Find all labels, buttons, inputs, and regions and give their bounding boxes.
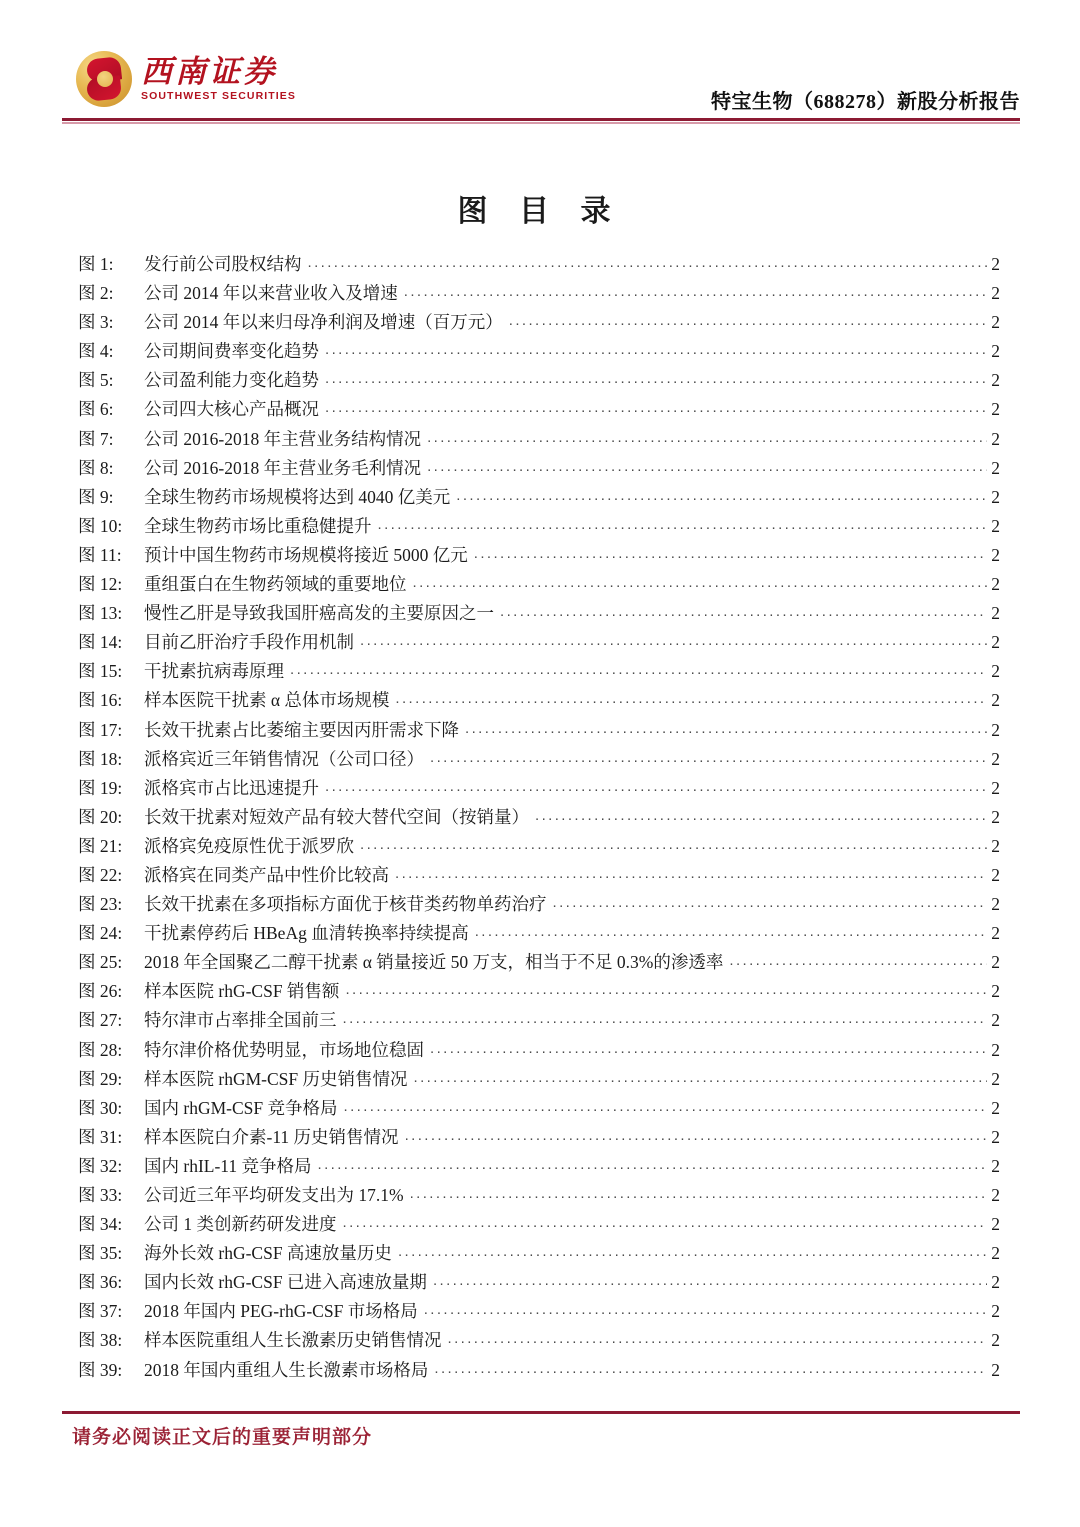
toc-leader-dots bbox=[424, 1295, 987, 1324]
toc-entry[interactable] bbox=[78, 1006, 1000, 1035]
toc-entry-number: 图 37: bbox=[78, 1301, 123, 1322]
toc-entry-number: 图 31: bbox=[78, 1126, 123, 1147]
footer-disclaimer: 请务必阅读正文后的重要声明部分 bbox=[72, 1427, 373, 1448]
toc-entry[interactable] bbox=[78, 774, 1000, 803]
toc-entry[interactable] bbox=[78, 366, 1000, 395]
toc-entry-label: 长效干扰素在多项指标方面优于核苷类药物单药治疗 bbox=[144, 894, 547, 915]
toc-entry[interactable] bbox=[78, 1065, 1000, 1094]
toc-entry-page-number: 2 bbox=[991, 341, 1000, 362]
toc-entry-page-number: 2 bbox=[991, 603, 1000, 624]
toc-leader-dots bbox=[325, 393, 987, 422]
footer-divider bbox=[62, 1411, 1020, 1414]
toc-entry-number: 图 38: bbox=[78, 1330, 123, 1351]
logo-english-name: SOUTHWEST SECURITIES bbox=[141, 90, 297, 103]
toc-entry-label: 派格宾近三年销售情况（公司口径） bbox=[144, 748, 424, 769]
toc-entry-page-number: 2 bbox=[991, 952, 1000, 973]
toc-entry-number: 图 11: bbox=[78, 544, 122, 565]
toc-entry-label: 样本医院 rhGM-CSF 历史销售情况 bbox=[144, 1068, 408, 1089]
toc-entry-page-number: 2 bbox=[991, 835, 1000, 856]
toc-entry-label: 全球生物药市场比重稳健提升 bbox=[144, 515, 372, 536]
toc-entry-page-number: 2 bbox=[991, 661, 1000, 682]
toc-leader-dots bbox=[410, 1179, 987, 1208]
toc-entry-label: 国内 rhIL-11 竞争格局 bbox=[144, 1155, 312, 1176]
toc-entry-number: 图 17: bbox=[78, 719, 123, 740]
southwest-securities-logo-icon bbox=[76, 51, 132, 107]
toc-entry[interactable] bbox=[78, 1297, 1000, 1326]
toc-entry-label: 公司四大核心产品概况 bbox=[144, 399, 319, 420]
toc-entry-page-number: 2 bbox=[991, 1155, 1000, 1176]
toc-entry-label: 公司 2016-2018 年主营业务毛利情况 bbox=[144, 457, 422, 478]
toc-entry-number: 图 5: bbox=[78, 370, 114, 391]
toc-entry-number: 图 1: bbox=[78, 254, 114, 274]
toc-entry-label: 全球生物药市场规模将达到 4040 亿美元 bbox=[144, 486, 451, 507]
company-logo bbox=[62, 51, 296, 107]
logo-chinese-name: 西南证券 bbox=[141, 54, 277, 90]
toc-entry-number: 图 13: bbox=[78, 603, 123, 624]
toc-leader-dots bbox=[360, 830, 987, 859]
toc-leader-dots bbox=[729, 946, 987, 975]
toc-entry-number: 图 9: bbox=[78, 486, 114, 507]
toc-entry-page-number: 2 bbox=[991, 1068, 1000, 1089]
toc-entry-page-number: 2 bbox=[991, 748, 1000, 769]
toc-leader-dots bbox=[318, 1150, 987, 1179]
toc-entry-label: 慢性乙肝是导致我国肝癌高发的主要原因之一 bbox=[144, 603, 494, 624]
toc-leader-dots bbox=[405, 1121, 987, 1150]
toc-entry-page-number: 2 bbox=[991, 923, 1000, 944]
toc-entry-label: 干扰素停药后 HBeAg 血清转换率持续提高 bbox=[144, 923, 469, 944]
toc-entry[interactable] bbox=[78, 337, 1000, 366]
toc-leader-dots bbox=[325, 364, 987, 393]
toc-entry[interactable] bbox=[78, 570, 1000, 599]
toc-entry-number: 图 12: bbox=[78, 574, 123, 595]
toc-entry[interactable] bbox=[78, 512, 1000, 541]
toc-entry-label: 2018 年全国聚乙二醇干扰素 α 销量接近 50 万支，相当于不足 0.3%的渗透率 bbox=[144, 952, 724, 973]
toc-entry-number: 图 16: bbox=[78, 690, 123, 711]
toc-leader-dots bbox=[343, 1208, 988, 1237]
toc-entry-number: 图 28: bbox=[78, 1039, 123, 1060]
toc-entry[interactable] bbox=[78, 1181, 1000, 1210]
toc-entry[interactable] bbox=[78, 1239, 1000, 1268]
toc-entry-label: 公司 1 类创新药研发进度 bbox=[144, 1214, 337, 1235]
toc-entry-number: 图 2: bbox=[78, 283, 114, 304]
toc-entry-page-number: 2 bbox=[991, 574, 1000, 595]
toc-entry-number: 图 22: bbox=[78, 864, 123, 885]
toc-entry-number: 图 26: bbox=[78, 981, 123, 1002]
toc-entry-label: 海外长效 rhG-CSF 高速放量历史 bbox=[144, 1243, 392, 1264]
toc-entry-page-number: 2 bbox=[991, 1243, 1000, 1264]
toc-entry[interactable] bbox=[78, 657, 1000, 686]
toc-entry-label: 公司盈利能力变化趋势 bbox=[144, 370, 319, 391]
toc-entry-page-number: 2 bbox=[991, 1330, 1000, 1351]
toc-entry-page-number: 2 bbox=[991, 457, 1000, 478]
toc-entry-page-number: 2 bbox=[991, 399, 1000, 420]
toc-entry[interactable] bbox=[78, 716, 1000, 745]
toc-entry[interactable] bbox=[78, 1210, 1000, 1239]
toc-entry-label: 重组蛋白在生物药领域的重要地位 bbox=[144, 574, 407, 595]
toc-entry[interactable] bbox=[78, 890, 1000, 919]
toc-entry-label: 公司 2014 年以来营业收入及增速 bbox=[144, 283, 398, 304]
toc-leader-dots bbox=[395, 859, 987, 888]
toc-entry[interactable] bbox=[78, 745, 1000, 774]
toc-leader-dots bbox=[509, 306, 987, 335]
page-header bbox=[62, 40, 1020, 118]
toc-entry-page-number: 2 bbox=[991, 283, 1000, 304]
toc-entry-number: 图 23: bbox=[78, 894, 123, 915]
toc-entry-number: 图 3: bbox=[78, 312, 114, 333]
toc-entry-page-number: 2 bbox=[991, 254, 1000, 274]
toc-leader-dots bbox=[553, 888, 988, 917]
toc-entry-label: 公司近三年平均研发支出为 17.1% bbox=[144, 1185, 404, 1205]
toc-entry-page-number: 2 bbox=[991, 1010, 1000, 1031]
toc-leader-dots bbox=[344, 1092, 988, 1121]
toc-entry-label: 样本医院 rhG-CSF 销售额 bbox=[144, 981, 340, 1002]
toc-entry-number: 图 15: bbox=[78, 661, 123, 682]
toc-entry[interactable] bbox=[78, 250, 1000, 279]
toc-leader-dots bbox=[325, 772, 987, 801]
toc-entry-number: 图 10: bbox=[78, 515, 123, 536]
toc-entry-page-number: 2 bbox=[991, 1214, 1000, 1235]
toc-entry-label: 特尔津价格优势明显，市场地位稳固 bbox=[144, 1039, 424, 1060]
toc-entry-number: 图 4: bbox=[78, 341, 114, 362]
toc-entry[interactable] bbox=[78, 1036, 1000, 1065]
toc-entry-label: 样本医院白介素-11 历史销售情况 bbox=[144, 1126, 399, 1147]
toc-entry[interactable] bbox=[78, 454, 1000, 483]
toc-leader-dots bbox=[343, 1004, 988, 1033]
toc-entry[interactable] bbox=[78, 919, 1000, 948]
toc-entry[interactable] bbox=[78, 483, 1000, 512]
toc-entry-number: 图 33: bbox=[78, 1185, 123, 1205]
toc-entry-number: 图 35: bbox=[78, 1243, 123, 1264]
toc-entry-page-number: 2 bbox=[991, 864, 1000, 885]
toc-leader-dots bbox=[430, 1034, 987, 1063]
toc-entry-label: 公司 2014 年以来归母净利润及增速（百万元） bbox=[144, 312, 503, 333]
toc-leader-dots bbox=[465, 714, 987, 743]
toc-entry-label: 干扰素抗病毒原理 bbox=[144, 661, 284, 682]
toc-entry[interactable] bbox=[78, 628, 1000, 657]
toc-leader-dots bbox=[500, 597, 987, 626]
toc-entry-label: 2018 年国内重组人生长激素市场格局 bbox=[144, 1359, 429, 1380]
toc-entry[interactable] bbox=[78, 541, 1000, 570]
toc-entry-page-number: 2 bbox=[991, 1097, 1000, 1118]
header-divider bbox=[62, 118, 1020, 121]
toc-leader-dots bbox=[395, 684, 987, 713]
toc-entry-page-number: 2 bbox=[991, 719, 1000, 740]
toc-leader-dots bbox=[360, 626, 987, 655]
toc-entry-page-number: 2 bbox=[991, 370, 1000, 391]
toc-entry-label: 长效干扰素占比萎缩主要因丙肝需求下降 bbox=[144, 719, 459, 740]
toc-entry[interactable] bbox=[78, 686, 1000, 715]
toc-entry-page-number: 2 bbox=[991, 1272, 1000, 1293]
toc-entry-label: 公司 2016-2018 年主营业务结构情况 bbox=[144, 428, 422, 449]
toc-entry-label: 长效干扰素对短效产品有较大替代空间（按销量） bbox=[144, 806, 529, 827]
toc-entry-number: 图 18: bbox=[78, 748, 123, 769]
toc-entry-page-number: 2 bbox=[991, 1185, 1000, 1205]
toc-entry-label: 国内 rhGM-CSF 竞争格局 bbox=[144, 1097, 338, 1118]
toc-entry[interactable] bbox=[78, 1123, 1000, 1152]
toc-leader-dots bbox=[404, 277, 987, 306]
toc-leader-dots bbox=[325, 335, 987, 364]
toc-entry[interactable] bbox=[78, 832, 1000, 861]
toc-entry-page-number: 2 bbox=[991, 690, 1000, 711]
toc-entry-label: 公司期间费率变化趋势 bbox=[144, 341, 319, 362]
toc-entry-page-number: 2 bbox=[991, 1039, 1000, 1060]
toc-entry-page-number: 2 bbox=[991, 1301, 1000, 1322]
toc-leader-dots bbox=[398, 1237, 987, 1266]
toc-entry-number: 图 7: bbox=[78, 428, 114, 449]
toc-entry-number: 图 30: bbox=[78, 1097, 123, 1118]
toc-entry-page-number: 2 bbox=[991, 544, 1000, 565]
toc-entry-page-number: 2 bbox=[991, 981, 1000, 1002]
toc-leader-dots bbox=[475, 917, 987, 946]
toc-entry-label: 样本医院干扰素 α 总体市场规模 bbox=[144, 690, 390, 711]
toc-entry-label: 派格宾免疫原性优于派罗欣 bbox=[144, 835, 354, 856]
toc-entry-label: 目前乙肝治疗手段作用机制 bbox=[144, 632, 354, 653]
toc-entry-page-number: 2 bbox=[991, 806, 1000, 827]
toc-entry-number: 图 8: bbox=[78, 457, 114, 478]
toc-entry-label: 2018 年国内 PEG-rhG-CSF 市场格局 bbox=[144, 1301, 418, 1322]
toc-leader-dots bbox=[427, 452, 987, 481]
toc-entry[interactable] bbox=[78, 977, 1000, 1006]
toc-entry-page-number: 2 bbox=[991, 486, 1000, 507]
toc-leader-dots bbox=[456, 481, 987, 510]
toc-entry-label: 特尔津市占率排全国前三 bbox=[144, 1010, 337, 1031]
toc-entry-page-number: 2 bbox=[991, 632, 1000, 653]
toc-leader-dots bbox=[345, 975, 987, 1004]
toc-leader-dots bbox=[433, 1266, 987, 1295]
page-title: 图 目 录 bbox=[457, 195, 623, 228]
toc-entry[interactable] bbox=[78, 1094, 1000, 1123]
figure-table-of-contents bbox=[78, 250, 1000, 1385]
toc-leader-dots bbox=[430, 743, 987, 772]
toc-entry[interactable] bbox=[78, 948, 1000, 977]
report-title: 特宝生物（688278）新股分析报告 bbox=[711, 91, 1020, 113]
toc-entry-page-number: 2 bbox=[991, 1359, 1000, 1380]
toc-entry-page-number: 2 bbox=[991, 428, 1000, 449]
toc-entry-number: 图 6: bbox=[78, 399, 114, 420]
toc-entry[interactable] bbox=[78, 279, 1000, 308]
toc-leader-dots bbox=[474, 539, 987, 568]
header-divider-accent bbox=[62, 122, 1020, 124]
toc-leader-dots bbox=[535, 801, 987, 830]
toc-entry-number: 图 24: bbox=[78, 923, 123, 944]
toc-entry-page-number: 2 bbox=[991, 777, 1000, 798]
toc-entry-label: 派格宾在同类产品中性价比较高 bbox=[144, 864, 389, 885]
toc-entry-number: 图 20: bbox=[78, 806, 123, 827]
toc-entry[interactable] bbox=[78, 425, 1000, 454]
toc-leader-dots bbox=[448, 1324, 988, 1353]
toc-leader-dots bbox=[378, 510, 988, 539]
toc-entry-number: 图 32: bbox=[78, 1155, 123, 1176]
toc-entry-label: 派格宾市占比迅速提升 bbox=[144, 777, 319, 798]
toc-leader-dots bbox=[434, 1354, 987, 1383]
toc-entry-label: 国内长效 rhG-CSF 已进入高速放量期 bbox=[144, 1272, 427, 1293]
toc-entry-number: 图 34: bbox=[78, 1214, 123, 1235]
toc-entry[interactable] bbox=[78, 1356, 1000, 1385]
toc-leader-dots bbox=[414, 1063, 988, 1092]
toc-entry-number: 图 25: bbox=[78, 952, 123, 973]
toc-entry[interactable] bbox=[78, 803, 1000, 832]
toc-leader-dots bbox=[290, 655, 987, 684]
toc-leader-dots bbox=[308, 248, 988, 277]
toc-entry[interactable] bbox=[78, 395, 1000, 424]
toc-entry-number: 图 19: bbox=[78, 777, 123, 798]
toc-entry[interactable] bbox=[78, 1152, 1000, 1181]
toc-entry-label: 发行前公司股权结构 bbox=[144, 254, 302, 274]
toc-entry-label: 样本医院重组人生长激素历史销售情况 bbox=[144, 1330, 442, 1351]
toc-entry[interactable] bbox=[78, 861, 1000, 890]
toc-leader-dots bbox=[413, 568, 988, 597]
toc-entry-number: 图 21: bbox=[78, 835, 123, 856]
logo-wordmark bbox=[141, 56, 296, 102]
toc-entry[interactable] bbox=[78, 308, 1000, 337]
toc-entry[interactable] bbox=[78, 1326, 1000, 1355]
toc-entry-page-number: 2 bbox=[991, 312, 1000, 333]
toc-leader-dots bbox=[427, 423, 987, 452]
toc-entry-number: 图 27: bbox=[78, 1010, 123, 1031]
toc-entry[interactable] bbox=[78, 1268, 1000, 1297]
toc-entry-page-number: 2 bbox=[991, 894, 1000, 915]
toc-entry-number: 图 36: bbox=[78, 1272, 123, 1293]
toc-entry-label: 预计中国生物药市场规模将接近 5000 亿元 bbox=[144, 544, 468, 565]
toc-entry-number: 图 29: bbox=[78, 1068, 123, 1089]
toc-entry-number: 图 39: bbox=[78, 1359, 123, 1380]
toc-entry-number: 图 14: bbox=[78, 632, 123, 653]
toc-entry[interactable] bbox=[78, 599, 1000, 628]
toc-entry-page-number: 2 bbox=[991, 515, 1000, 536]
toc-entry-page-number: 2 bbox=[991, 1126, 1000, 1147]
